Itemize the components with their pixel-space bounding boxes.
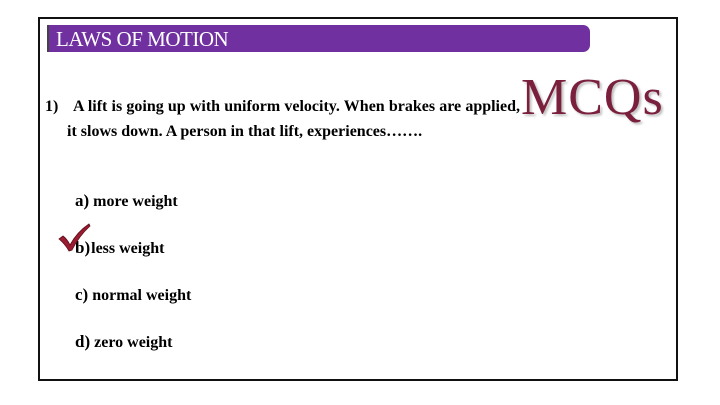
option-d[interactable] bbox=[75, 332, 172, 353]
option-letter: d) bbox=[75, 332, 91, 351]
option-letter: b) bbox=[75, 238, 91, 257]
option-label: normal weight bbox=[92, 287, 192, 304]
option-a[interactable] bbox=[75, 191, 178, 212]
question-text: A lift is going up with uniform velocity. When brakes are applied, it slows down. A person in that lift, experiences……. bbox=[67, 98, 520, 140]
option-label: more weight bbox=[93, 193, 178, 210]
option-label: zero weight bbox=[94, 334, 173, 351]
option-label: less weight bbox=[91, 240, 165, 257]
question-number: 1) bbox=[45, 98, 59, 115]
mcqs-badge: MCQs bbox=[521, 69, 664, 126]
page-title: LAWS OF MOTION bbox=[56, 27, 229, 51]
checkmark-icon bbox=[57, 222, 91, 252]
option-c[interactable] bbox=[75, 285, 191, 306]
option-letter: a) bbox=[75, 191, 90, 210]
option-letter: c) bbox=[75, 285, 89, 304]
